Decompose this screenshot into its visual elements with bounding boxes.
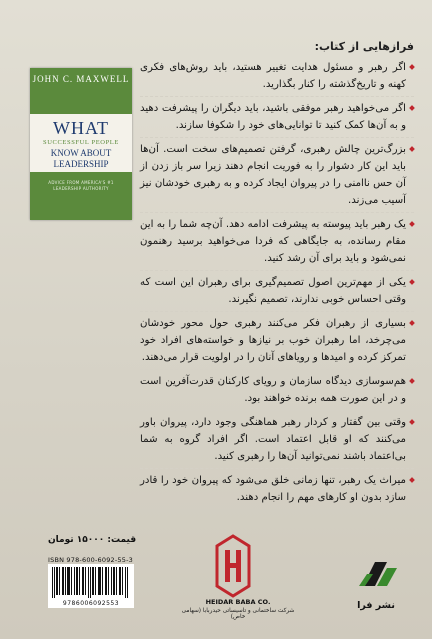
price-label: قیمت: ۱۵۰۰۰ تومان [48, 535, 137, 545]
thumb-title-rest: KNOW ABOUT LEADERSHIP [50, 148, 112, 169]
barcode-number: 9786006092553 [62, 600, 120, 607]
bullet-icon [409, 279, 415, 285]
excerpts-panel [140, 40, 414, 545]
bullet-icon [409, 64, 415, 70]
heidar-baba-name: HEIDAR BABA CO. [205, 598, 271, 606]
bullet-icon [409, 146, 415, 152]
excerpt-item: یک رهبر باید پیوسته به پیشرفت ادامه دهد. آن‌چه شما را به این مقام رسانده، به جایگاهی که فردا می‌خواهید برسید رهنمون نمی‌شود و باید برای آن رشد کنید. [140, 216, 414, 267]
excerpts-heading: فرازهایی از کتاب: [314, 40, 414, 53]
divider [140, 468, 414, 469]
barcode [48, 564, 134, 608]
heidar-baba-logo [215, 534, 251, 598]
nashr-fara-logo [357, 556, 399, 592]
bullet-icon [409, 477, 415, 483]
thumb-subtitle: SUCCESSFUL PEOPLE [43, 139, 119, 146]
excerpt-item: هم‌سوسازی دیدگاه سازمان و رویای کارکنان قدرت‌آفرین است و در این صورت همه برنده خواهند بود. [140, 373, 414, 407]
divider [140, 212, 414, 213]
divider [140, 311, 414, 312]
excerpt-item: بسیاری از رهبران فکر می‌کنند رهبری حول محور خودشان می‌چرخد، اما رهبران خوب بر نیازها و خواسته‌های افراد خود تمرکز کرده و امیدها و رویاهای آنان را در اولویت قرار می‌دهند. [140, 315, 414, 366]
thumb-tagline: ADVICE FROM AMERICA'S #1 LEADERSHIP AUTHORITY [48, 180, 114, 191]
thumb-author: JOHN C. MAXWELL [32, 74, 130, 84]
divider [140, 410, 414, 411]
isbn-label: ISBN 978-600-6092-55-3 [48, 556, 133, 564]
bullet-icon [409, 320, 415, 326]
nashr-fara-name: نشر فرا [357, 600, 395, 611]
excerpt-item: میراث یک رهبر، تنها زمانی خلق می‌شود که پیروان خود را قادر سازد بدون او کارهای مهم را انجام دهند. [140, 472, 414, 506]
bullet-icon [409, 105, 415, 111]
thumb-title-what: WHAT [53, 118, 109, 138]
excerpt-item: اگر رهبر و مسئول هدایت تغییر هستید، باید روش‌های فکری کهنه و تاریخ‌گذشته را کنار بگذارید. [140, 59, 414, 93]
bullet-icon [409, 419, 415, 425]
excerpt-item: اگر می‌خواهید رهبر موفقی باشید، باید دیگران را پیشرفت دهید و به آن‌ها کمک کنید تا توانایی‌های خود را شکوفا سازند. [140, 100, 414, 134]
book-cover-thumbnail [30, 68, 132, 220]
bullet-icon [409, 378, 415, 384]
divider [140, 96, 414, 97]
bullet-icon [409, 221, 415, 227]
excerpt-item: وقتی بین گفتار و کردار رهبر هماهنگی وجود دارد، پیروان باور می‌کنند که او قابل اعتماد است. اگر افراد گروه به شما بی‌اعتماد باشند نمی‌توانید آن‌ها را رهبری کنید. [140, 414, 414, 465]
divider [140, 369, 414, 370]
excerpt-item: بزرگ‌ترین چالش رهبری، گرفتن تصمیم‌های سخت است. آن‌ها باید این کار دشوار را به فوریت انجام دهند زیرا سر باز زدن از آن حس ناامنی را در پیروان ایجاد کرده و به رهبری خودشان نیز آسیب می‌زند. [140, 141, 414, 209]
divider [140, 270, 414, 271]
excerpt-item: یکی از مهم‌ترین اصول تصمیم‌گیری برای رهبران این است که وقتی احساس خوبی ندارند، تصمیم نگیرند. [140, 274, 414, 308]
heidar-baba-subtitle: شرکت ساختمانی و تاسیساتی حیدربابا (سهامی خاص) [181, 608, 295, 620]
barcode-bars [52, 567, 130, 598]
divider [140, 137, 414, 138]
